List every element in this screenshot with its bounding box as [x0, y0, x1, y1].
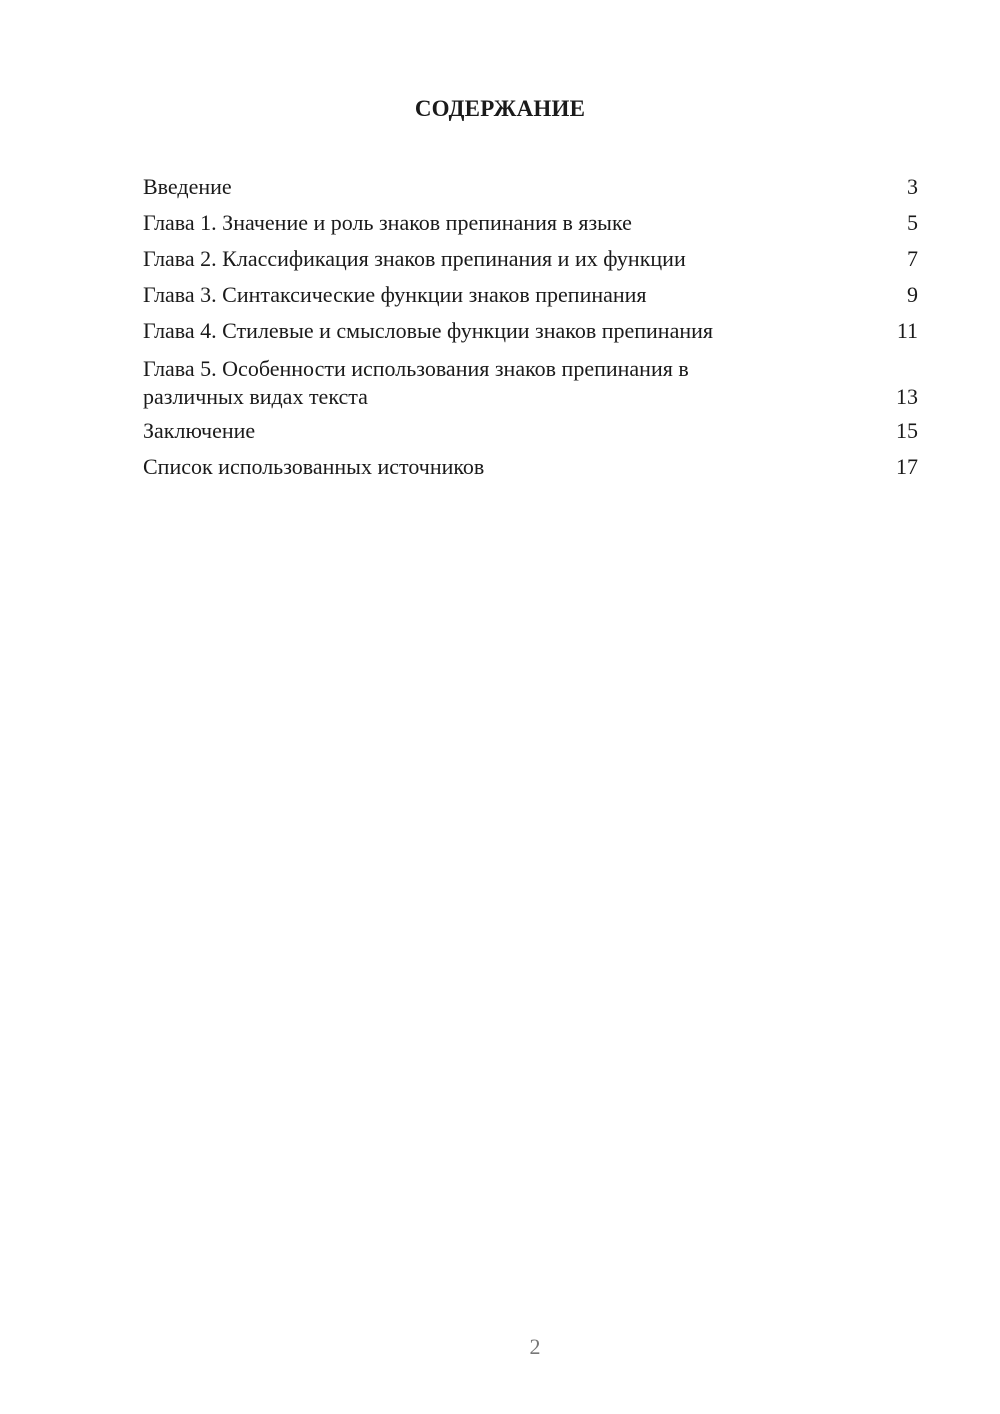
- toc-entry-chapter-2: [143, 241, 918, 277]
- page-number: 2: [529, 1334, 541, 1359]
- toc-entry-title: Глава 3. Синтаксические функции знаков препинания: [143, 282, 647, 307]
- page-title: СОДЕРЖАНИЕ: [414, 96, 586, 121]
- toc-entry-title: Глава 5. Особенности использования знаков препинания в различных видах текста: [143, 356, 689, 409]
- toc-entry-page: 11: [896, 318, 918, 343]
- toc-entry-chapter-3: [143, 277, 918, 313]
- toc-entry-title: Глава 2. Классификация знаков препинания и их функции: [143, 246, 686, 271]
- toc-entry-title: Список использованных источников: [143, 454, 485, 479]
- toc-entry-page: 3: [907, 174, 918, 199]
- table-of-contents: [143, 169, 918, 485]
- toc-entry-chapter-5: [143, 349, 918, 413]
- toc-entry-page: 7: [907, 246, 918, 271]
- toc-entry-page: 13: [896, 384, 918, 409]
- toc-entry-page: 15: [896, 418, 918, 443]
- toc-entry-title: Введение: [143, 174, 232, 199]
- toc-entry-conclusion: [143, 413, 918, 449]
- toc-entry-title: Глава 1. Значение и роль знаков препинания в языке: [143, 210, 632, 235]
- toc-entry-chapter-1: [143, 205, 918, 241]
- toc-entry-chapter-4: [143, 313, 918, 349]
- toc-entry-page: 5: [907, 210, 918, 235]
- toc-entry-references: [143, 449, 918, 485]
- toc-entry-title: Глава 4. Стилевые и смысловые функции знаков препинания: [143, 318, 714, 343]
- toc-entry-page: 17: [896, 454, 918, 479]
- toc-entry-page: 9: [907, 282, 918, 307]
- toc-entry-title: Заключение: [143, 418, 256, 443]
- toc-entry-introduction: [143, 169, 918, 205]
